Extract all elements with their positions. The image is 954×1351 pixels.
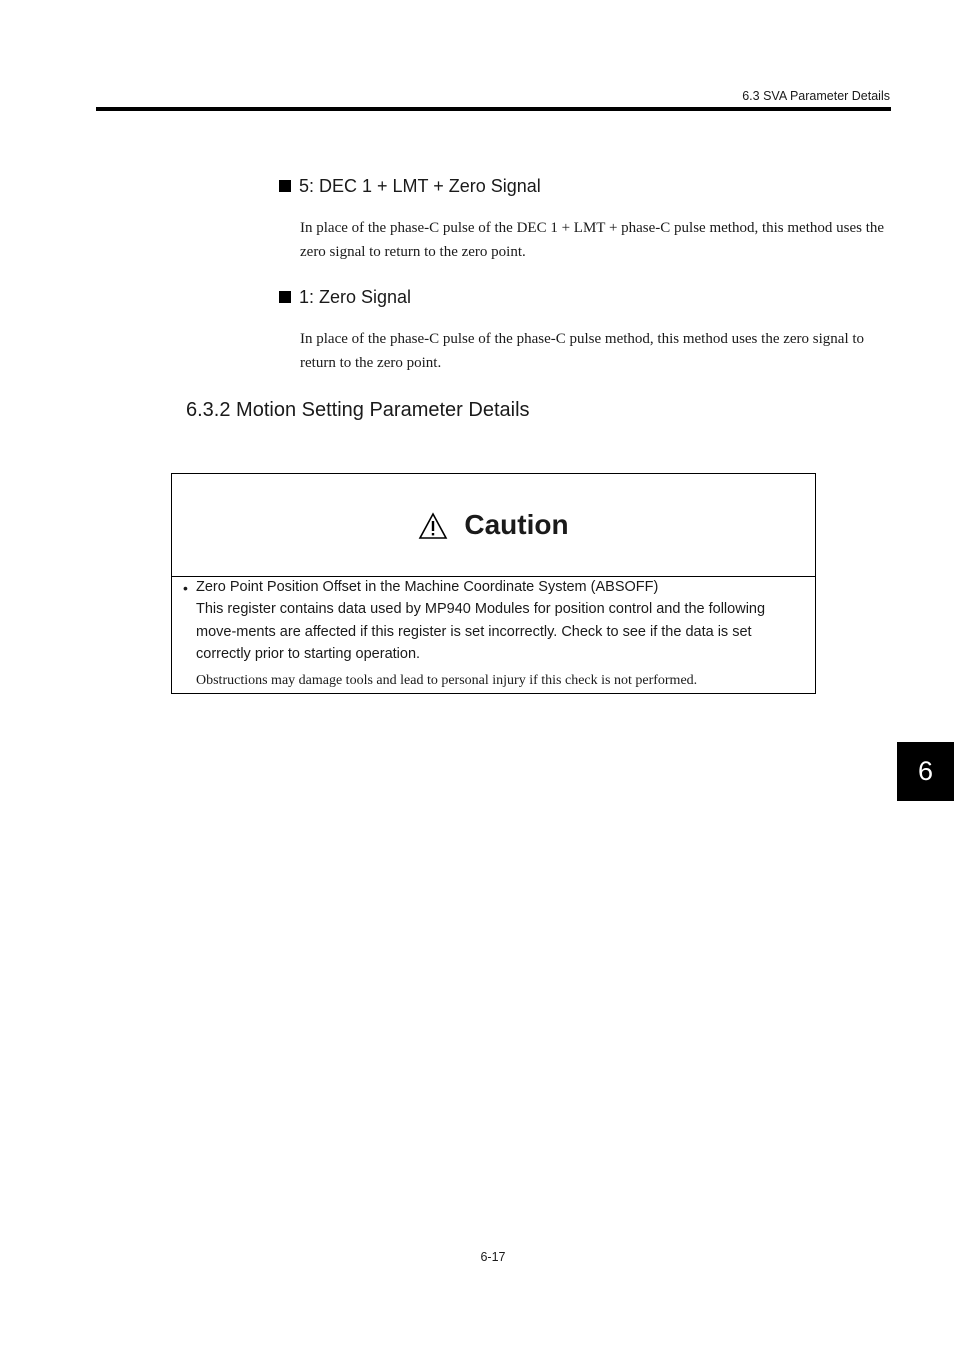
caution-bullet: •: [183, 580, 188, 596]
square-bullet-icon: [279, 291, 291, 303]
subheading-text: 5: DEC 1 + LMT + Zero Signal: [299, 176, 541, 196]
subheading-text: 1: Zero Signal: [299, 287, 412, 307]
subheading-dec1-lmt-zero: [279, 176, 541, 197]
header-rule: [96, 107, 891, 111]
subheading-zero-signal: [279, 287, 411, 308]
caution-item-text: This register contains data used by MP940 Modules for position control and the following move-ments are affected if this register is set incorrectly. Check to see if the data is set correctly prior to starting operation.: [196, 601, 766, 662]
running-header: 6.3 SVA Parameter Details: [742, 89, 890, 103]
caution-box: [171, 473, 816, 694]
caution-item-title: Zero Point Position Offset in the Machine Coordinate System (ABSOFF): [196, 579, 659, 595]
chapter-tab: 6: [897, 742, 954, 801]
square-bullet-icon: [279, 180, 291, 192]
caution-title: Caution: [464, 509, 569, 540]
warning-triangle-icon: [418, 512, 448, 540]
paragraph-zero-signal: In place of the phase-C pulse of the phase-C pulse method, this method uses the zero signal to return to the zero point.: [300, 331, 865, 371]
caution-consequence: Obstructions may damage tools and lead to personal injury if this check is not performed.: [196, 673, 698, 688]
section-heading: 6.3.2 Motion Setting Parameter Details: [186, 399, 530, 421]
caution-title-row: [172, 474, 815, 577]
page-number: 6-17: [480, 1250, 506, 1264]
paragraph-dec1-lmt-zero: In place of the phase-C pulse of the DEC 1 + LMT + phase-C pulse method, this method uses the zero signal to return to the zero point.: [300, 220, 885, 260]
